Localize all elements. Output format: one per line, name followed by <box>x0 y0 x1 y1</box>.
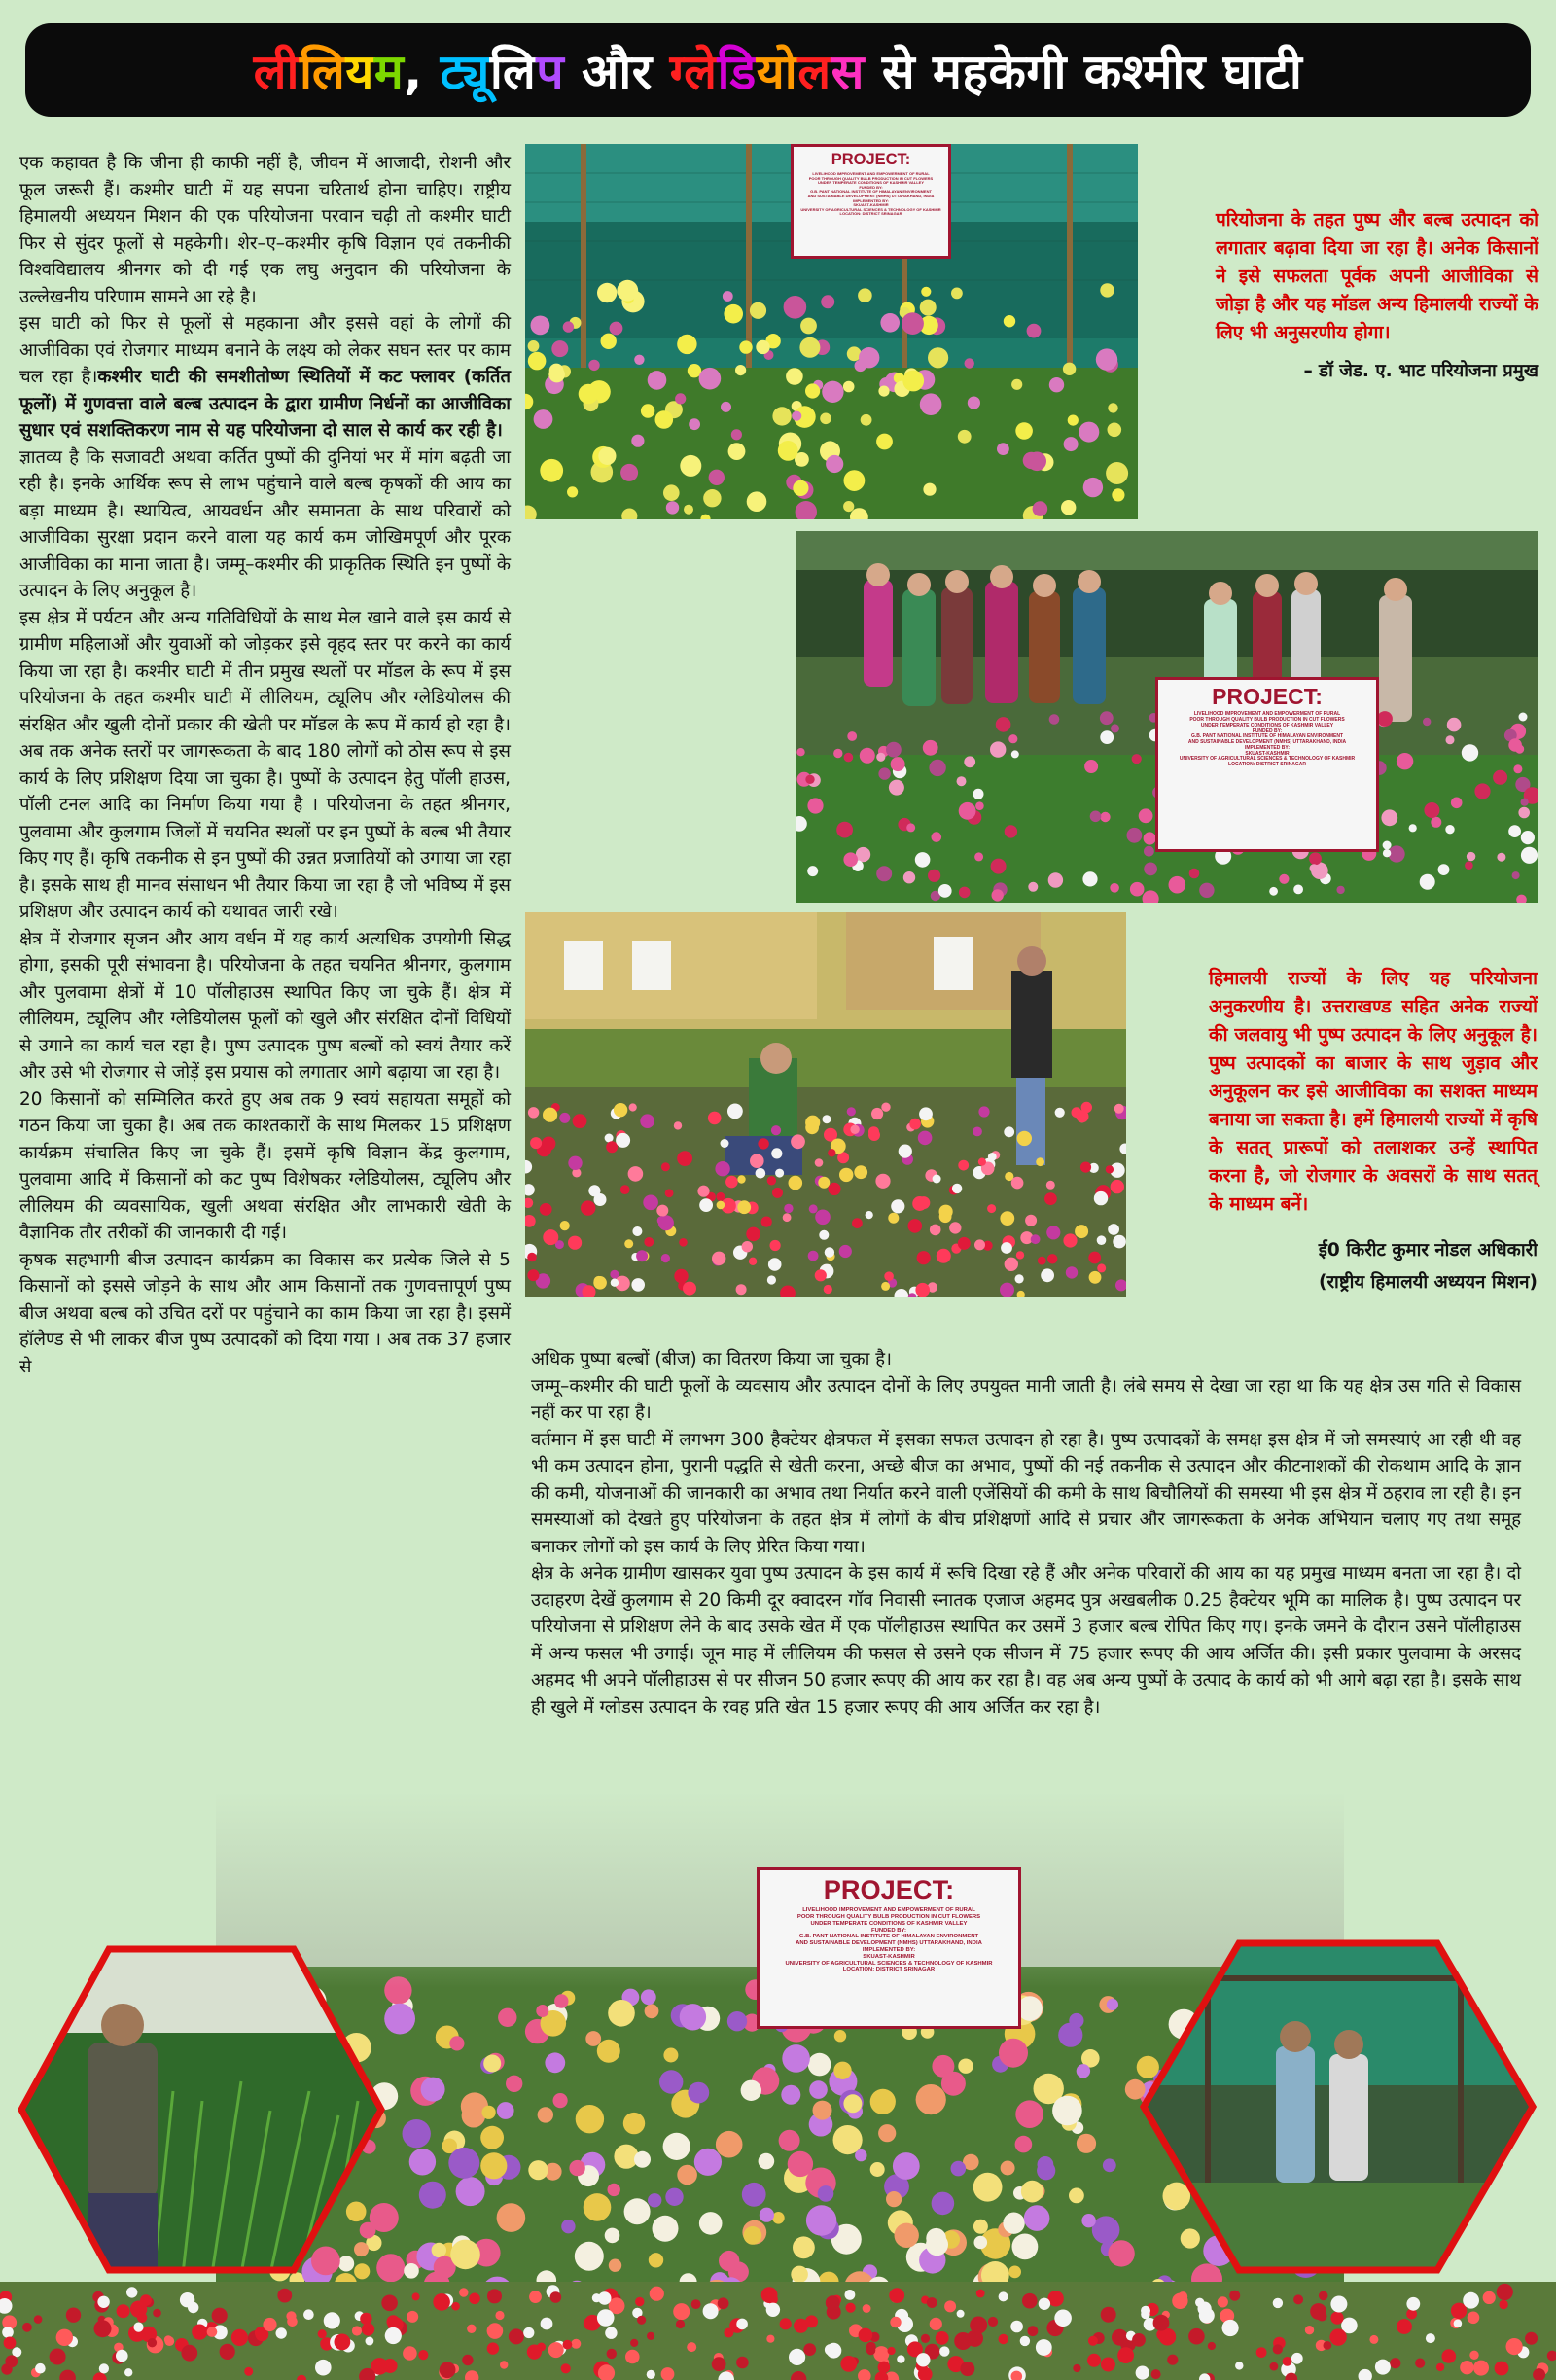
signboard-line: LIVELIHOOD IMPROVEMENT AND EMPOWERMENT OF RURAL <box>802 1907 975 1914</box>
quote-nodal-officer-name: ई0 किरीट कुमार नोडल अधिकारी <box>1318 1240 1538 1261</box>
headline-part: म <box>373 44 405 100</box>
photo-tulip-field-graphic <box>525 912 1126 1297</box>
article-paragraph <box>19 1086 511 1247</box>
headline-part: प <box>536 44 565 100</box>
signboard-line: IMPLEMENTED BY: <box>853 197 889 203</box>
signboard-line: IMPLEMENTED BY: <box>862 1946 916 1953</box>
headline-part: लि <box>299 44 346 100</box>
signboard-line: POOR THROUGH QUALITY BULB PRODUCTION IN CUT FLOWERS <box>796 1914 981 1921</box>
signboard-line: SKUAST-KASHMIR <box>863 1953 915 1960</box>
signboard-line: SKUAST-KASHMIR <box>853 202 889 208</box>
signboard-line: AND SUSTAINABLE DEVELOPMENT (NMHS) UTTARAKHAND, INDIA <box>796 1940 982 1947</box>
signboard-line: LOCATION: DISTRICT SRINAGAR <box>839 211 902 217</box>
article-paragraph <box>531 1346 1521 1373</box>
signboard-heading: PROJECT: <box>823 1874 955 1904</box>
photo-flower-strip <box>0 2282 1556 2380</box>
paragraph-text: कृषक सहभागी बीज उत्पादन कार्यक्रम का विकास कर प्रत्येक जिले से 5 किसानों को इससे जोड़ने के साथ और आम किसानों तक गुणवत्तापूर्ण पुष्प बीज अथवा बल्ब को उचित दरों पर पहुंचाने का काम किया जा रहा है। इसमें हॉलैण्ड से भी लाकर बीज पुष्प उत्पादकों को दिया गया । अब तक 37 हजार से <box>19 1249 511 1377</box>
headline-part: और <box>564 44 670 100</box>
hexagon-photo-farmer-polyhouse <box>18 1945 385 2274</box>
signboard-line: G.B. PANT NATIONAL INSTITUTE OF HIMALAYAN ENVIRONMENT <box>798 1934 979 1940</box>
signboard-line: UNDER TEMPERATE CONDITIONS OF KASHMIR VALLEY <box>818 180 924 186</box>
article-paragraph <box>19 310 511 444</box>
headline-part: , <box>404 44 441 100</box>
paragraph-text: ज्ञातव्य है कि सजावटी अथवा कर्तित पुष्पों की दुनियां भर में मांग बढ़ती जा रही है। इनके आर्थिक रूप से लाभ पहुंचाने वाले बल्ब कृषकों की आय का बड़ा माध्यम है। स्थायित्व, आयवर्धन और समानता के साथ परिवारों को आजीविका सुरक्षा प्रदान करने वाला यह कार्य कम जोखिमपूर्ण और पूरक आजीविका का माना जाता है। जम्मू–कश्मीर की प्राकृतिक स्थिति इन पुष्पों के उत्पादन के लिए अनुकूल है। <box>19 446 511 601</box>
article-paragraph <box>19 444 511 605</box>
signboard-line: POOR THROUGH QUALITY BULB PRODUCTION IN CUT FLOWERS <box>1189 717 1345 724</box>
photo-women-gladiolus-field <box>796 531 1538 903</box>
headline-part: य <box>345 44 374 100</box>
headline <box>254 37 1303 103</box>
headline-banner <box>25 23 1531 117</box>
quote-nodal-officer-text: हिमालयी राज्यों के लिए यह परियोजना अनुकरणीय है। उत्तराखण्ड सहित अनेक राज्यों की जलवायु भी पुष्प उत्पादन के लिए अनुकूल है। पुष्प उत्पादकों का बाजार के साथ जुड़ाव और अनुकूलन कर इसे आजीविका का सशक्त माध्यम बनाया जा सकता है। हमें हिमालयी राज्यों में कृषि के सतत् प्रारूपों को तलाशकर उन्हें स्थापित करना है, जो रोजगार के अवसरों के साथ सतत् के माध्यम बनें। <box>1209 968 1538 1215</box>
headline-part: डि <box>717 44 757 100</box>
headline-part: लि <box>489 44 537 100</box>
signboard-line: G.B. PANT NATIONAL INSTITUTE OF HIMALAYAN ENVIRONMENT <box>1190 733 1344 740</box>
signboard-line: LOCATION: DISTRICT SRINAGAR <box>1228 762 1306 768</box>
paragraph-text: इस घाटी को फिर से फूलों से महकाना और इससे वहां के लोगों की आजीविका एवं रोजगार माध्यम बनाने के लक्ष्य को लेकर सघन स्तर पर काम चल रहा है। <box>19 313 511 387</box>
paragraph-text: क्षेत्र में रोजगार सृजन और आय वर्धन में यह कार्य अत्यधिक उपयोगी सिद्ध होगा, इसकी पूरी संभावना है। परियोजना के तहत चयनित श्रीनगर, कुलगाम और पुलवामा क्षेत्रों में 10 पॉलीहाउस स्थापित किए जा चुके हैं। क्षेत्र में लीलियम, ट्यूलिप और ग्लेडियोलस फूलों को खुले और संरक्षित दोनों विधियों से उगाने का कार्य चल रहा है। पुष्प उत्पादक पुष्प बल्बों को स्वयं तैयार करें और उसे भी रोजगार से जोड़ें इस प्रयास को लगातार आगे बढ़ाया जा रहा है। <box>19 928 511 1083</box>
quote-project-head-text: परियोजना के तहत पुष्प और बल्ब उत्पादन को लगातार बढ़ावा दिया जा रहा है। अनेक किसानों ने इसे सफलता पूर्वक अपनी आजीविका से जोड़ा है और यह मॉडल अन्य हिमालयी राज्यों के लिए भी अनुसरणीय होगा। <box>1216 209 1538 343</box>
paragraph-text: इस क्षेत्र में पर्यटन और अन्य गतिविधियों के साथ मेल खाने वाले इस कार्य से ग्रामीण महिलाओं और युवाओं को जोड़कर इसे वृहद स्तर पर करने का कार्य किया जा रहा है। कश्मीर घाटी में तीन प्रमुख स्थलों पर मॉडल के रूप में इस परियोजना के तहत कश्मीर घाटी में लीलियम, ट्यूलिप और ग्लेडियोलस की संरक्षित और खुली दोनों प्रकार की खेती पर मॉडल के रूप में कार्य हो रहा है। अब तक अनेक स्तरों पर जागरूकता के बाद 180 लोगों को ठोस रूप से इस कार्य के लिए प्रशिक्षण दिया जा चुका है। पुष्पों के उत्पादन हेतु पॉली हाउस, पॉली टनल आदि का निर्माण किया गया है । परियोजना के तहत श्रीनगर, पुलवामा और कुलगाम जिलों में चयनित स्थलों पर इन पुष्पों के बल्ब भी तैयार किए गए हैं। कृषि तकनीक से इन पुष्पों की उन्नत प्रजातियों को उगाया जा रहा है। इसके साथ ही मानव संसाधन भी तैयार किया जा रहा है जो भविष्य में इस प्रशिक्षण और उत्पादन कार्य को यथावत जारी रखे। <box>19 607 511 922</box>
paragraph-text: जम्मू–कश्मीर की घाटी फूलों के व्यवसाय और उत्पादन दोनों के लिए उपयुक्त मानी जाती है। लंबे समय से देखा जा रहा था कि यह क्षेत्र उस गति से विकास नहीं कर पा रहा है। <box>531 1375 1521 1423</box>
quote-project-head <box>1216 206 1538 385</box>
left-article-column <box>19 150 511 1380</box>
quote-nodal-officer <box>1209 965 1538 1297</box>
signboard-line: AND SUSTAINABLE DEVELOPMENT (NMHS) UTTARAKHAND, INDIA <box>1187 739 1347 746</box>
article-paragraph <box>531 1427 1521 1561</box>
article-paragraph <box>19 150 511 310</box>
paragraph-text: 20 किसानों को सम्मिलित करते हुए अब तक 9 स्वयं सहायता समूहों को गठन किया जा चुका है। अब तक काश्तकारों के साथ मिलकर 15 प्रशिक्षण कार्यक्रम संचालित किए जा चुके हैं। इसमें कृषि विज्ञान केंद्र कुलगाम, पुलवामा आदि में किसानों को कट पुष्प विशेषकर ग्लेडियोलस, ट्यूलिप और लीलियम की व्यवसायिक, खुली अथवा संरक्षित और लाभकारी खेती के वैज्ञानिक तौर तरीकों की जानकारी दी गई। <box>19 1088 511 1243</box>
headline-part: स <box>831 44 865 100</box>
photo-flower-strip-graphic <box>0 2282 1556 2380</box>
photo-lilium-polyhouse <box>525 144 1138 519</box>
hexagon-photo-officials-polyhouse <box>1140 1939 1537 2274</box>
paragraph-bold-text: कश्मीर घाटी की समशीतोष्ण स्थितियों में कट फ्लावर (कर्तित फूलों) में गुणवत्ता वाले बल्ब उत्पादन के द्वारा ग्रामीण निर्धनों का आजीविका सुधार एवं सशक्तिकरण नाम से यह परियोजना दो साल से कार्य कर रही है। <box>19 367 512 441</box>
signboard-line: G.B. PANT NATIONAL INSTITUTE OF HIMALAYAN ENVIRONMENT <box>810 189 932 195</box>
project-signboard-2 <box>1155 677 1379 852</box>
quote-nodal-officer-org: (राष्ट्रीय हिमालयी अध्ययन मिशन) <box>1319 1272 1538 1293</box>
signboard-line: FUNDED BY: <box>1252 728 1283 734</box>
signboard-line: UNIVERSITY OF AGRICULTURAL SCIENCES & TECHNOLOGY OF KASHMIR <box>1179 756 1356 763</box>
signboard-heading: PROJECT: <box>831 151 911 168</box>
signboard-line: UNIVERSITY OF AGRICULTURAL SCIENCES & TECHNOLOGY OF KASHMIR <box>800 206 941 212</box>
article-paragraph <box>19 926 511 1086</box>
headline-part: यो <box>756 44 798 100</box>
signboard-line: FUNDED BY: <box>871 1927 906 1934</box>
article-paragraph <box>531 1560 1521 1721</box>
article-paragraph <box>19 1247 511 1381</box>
signboard-line: UNDER TEMPERATE CONDITIONS OF KASHMIR VALLEY <box>810 1920 968 1927</box>
signboard-line: SKUAST-KASHMIR <box>1245 750 1290 757</box>
signboard-line: AND SUSTAINABLE DEVELOPMENT (NMHS) UTTARAKHAND, INDIA <box>807 193 935 198</box>
signboard-line: FUNDED BY: <box>859 184 883 190</box>
article-paragraph <box>19 605 511 926</box>
paragraph-text: वर्तमान में इस घाटी में लगभग 300 हैक्टेयर क्षेत्रफल में इसका सफल उत्पादन हो रहा है। पुष्प उत्पादकों के समक्ष इस क्षेत्र में जो समस्याएं आ रही थी वह भी कम उत्पादन होना, पुरानी पद्धति से खेती करना, अच्छे बीज का अभाव, पुष्पों की नई तकनीक से उत्पादन और कीटनाशकों की रोकथाम आदि के ज्ञान की कमी, योजनाओं की जानकारी का अभाव तथा निर्यात करने वाली एजेंसियों की कमी के साथ बिचौलियों की समस्या भी इस क्षेत्र में ठहराव ला रही है। इन समस्याओं को देखते हुए परियोजना के तहत क्षेत्र में लोगों के बीच प्रशिक्षणों आदि से प्रचार और जागरूकता के अनेक अभियान चलाए गए तथा समूह बनाकर लोगों को इस कार्य के लिए प्रेरित किया गया। <box>531 1429 1521 1557</box>
headline-part: से महकेगी कश्मीर घाटी <box>864 44 1303 100</box>
headline-part: ल <box>797 44 831 100</box>
project-signboard-1 <box>791 144 951 259</box>
signboard-line: UNDER TEMPERATE CONDITIONS OF KASHMIR VALLEY <box>1200 722 1334 728</box>
headline-part: ट् <box>440 44 490 100</box>
signboard-line: LOCATION: DISTRICT SRINAGAR <box>842 1967 936 1973</box>
paragraph-text: एक कहावत है कि जीना ही काफी नहीं है, जीवन में आजादी, रोशनी और फूल जरूरी हैं। कश्मीर घाटी में यह सपना चरितार्थ होना चाहिए। राष्ट्रीय हिमालयी अध्ययन मिशन की एक परियोजना परवान चढ़ी तो कश्मीर घाटी फिर से सुंदर फूलों से महकेगी। शेर–ए–कश्मीर कृषि विज्ञान एवं तकनीकी विश्वविद्यालय श्रीनगर को दी गई एक लघु अनुदान की परियोजना के उल्लेखनीय परिणाम सामने आ रहे है। <box>19 153 511 307</box>
headline-part: ग्ले <box>669 44 718 100</box>
photo-tulip-field <box>525 912 1126 1297</box>
signboard-line: POOR THROUGH QUALITY BULB PRODUCTION IN CUT FLOWERS <box>808 175 934 181</box>
quote-project-head-attribution: – डॉ जेड. ए. भाट परियोजना प्रमुख <box>1303 361 1538 381</box>
signboard-line: LIVELIHOOD IMPROVEMENT AND EMPOWERMENT OF RURAL <box>1193 711 1341 718</box>
signboard-line: LIVELIHOOD IMPROVEMENT AND EMPOWERMENT OF RURAL <box>812 170 930 176</box>
article-paragraph <box>531 1373 1521 1427</box>
project-signboard-3 <box>757 1867 1021 2029</box>
paragraph-text: अधिक पुष्पा बल्बों (बीज) का वितरण किया जा चुका है। <box>531 1349 892 1369</box>
signboard-line: UNIVERSITY OF AGRICULTURAL SCIENCES & TECHNOLOGY OF KASHMIR <box>785 1960 993 1967</box>
signboard-line: IMPLEMENTED BY: <box>1244 744 1291 751</box>
bottom-article-block <box>531 1346 1521 1721</box>
headline-part: ली <box>253 44 300 100</box>
signboard-heading: PROJECT: <box>1212 684 1323 709</box>
paragraph-text: क्षेत्र के अनेक ग्रामीण खासकर युवा पुष्प उत्पादन के इस कार्य में रूचि दिखा रहे हैं और अनेक परिवारों की आय का यह प्रमुख माध्यम बनता जा रहा है। दो उदाहरण देखें कुलगाम से 20 किमी दूर क्वादरन गॉव निवासी स्नातक एजाज अहमद पुत्र अखबलीक 0.25 हैक्टेयर भूमि का मालिक है। पुष्प उत्पादन पर परियोजना से प्रशिक्षण लेने के बाद उसके खेत में एक पॉलीहाउस स्थापित कर उसमें 3 हजार बल्ब रोपित किए गए। इनके जमने के दौरान उसने पॉलीहाउस में अन्य फसल भी उगाई। जून माह में लीलियम की फसल से उसने एक सीजन में 75 हजार रूपए की आय अर्जित की। इसी प्रकार पुलवामा के अरसद अहमद भी अपने पॉलीहाउस से पर सीजन 50 हजार रूपए की आय कर रहा है। वह अब अन्य पुष्पों के उत्पाद के कार्य को भी आगे बढ़ा रहा है। इसके साथ ही खुले में ग्लोडस उत्पादन के रवह प्रति खेत 15 हजार रूपए की आय अर्जित कर रहा है। <box>531 1563 1521 1718</box>
